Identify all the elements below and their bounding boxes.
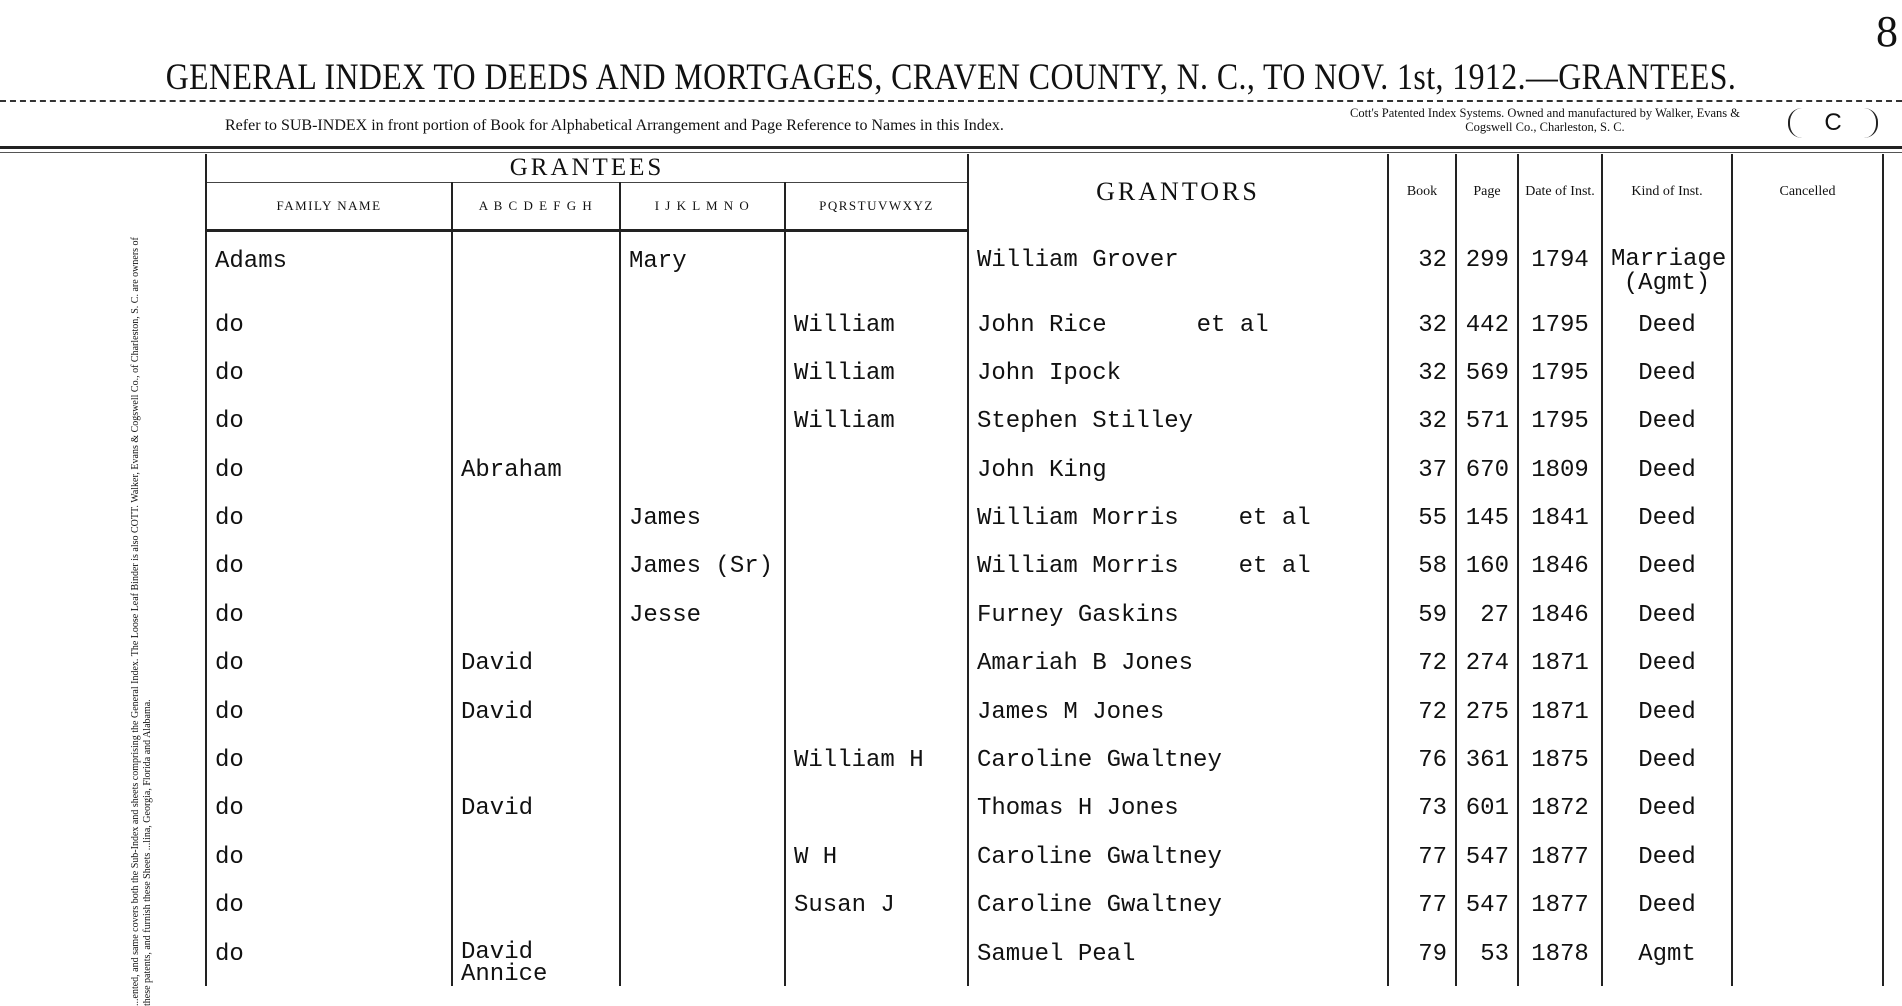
given-name-i-o-cell: Jesse — [620, 586, 785, 634]
et-al-note: et al — [1238, 553, 1311, 581]
index-letter-box: C — [1788, 108, 1878, 138]
given-name-i-o-cell — [620, 925, 785, 986]
cancelled-cell — [1732, 537, 1883, 585]
book-cell: 79 — [1388, 925, 1456, 986]
cancelled-cell — [1732, 779, 1883, 827]
family-name-cell: do — [206, 634, 452, 682]
table-row — [206, 344, 1883, 392]
a-h-header: A B C D E F G H — [452, 183, 620, 231]
date-cell: 1841 — [1518, 489, 1602, 537]
kind-cell: Deed — [1602, 683, 1732, 731]
grantor-cell — [968, 876, 1388, 924]
page-cell: 670 — [1456, 441, 1518, 489]
given-name-p-z-cell — [785, 586, 968, 634]
grantor-cell — [968, 537, 1388, 585]
given-name-a-h-cell — [452, 828, 620, 876]
table-row — [206, 731, 1883, 779]
date-cell: 1795 — [1518, 344, 1602, 392]
grantor-name: Amariah B Jones — [977, 650, 1194, 678]
publisher-note: Cott's Patented Index Systems. Owned and manufactured by Walker, Evans & Cogswell Co., Charleston, S. C. — [1349, 106, 1740, 134]
table-row — [206, 392, 1883, 440]
table-row — [206, 876, 1883, 924]
page-cell: 547 — [1456, 876, 1518, 924]
family-name-cell: do — [206, 731, 452, 779]
page-cell: 145 — [1456, 489, 1518, 537]
family-name-cell: do — [206, 537, 452, 585]
date-header: Date of Inst. — [1518, 154, 1602, 231]
reference-note: Refer to SUB-INDEX in front portion of Book for Alphabetical Arrangement and Page Reference to Names in this Index. — [225, 117, 1004, 134]
grantor-name: Caroline Gwaltney — [977, 843, 1222, 871]
given-name-p-z-cell: Susan J — [785, 876, 968, 924]
grantor-cell — [968, 392, 1388, 440]
given-name-p-z-cell: William — [785, 296, 968, 344]
grantor-cell — [968, 296, 1388, 344]
grantor-name: James M Jones — [977, 698, 1165, 726]
grantor-name: William Morris — [977, 505, 1179, 533]
given-name-p-z-cell — [785, 489, 968, 537]
cancelled-cell — [1732, 828, 1883, 876]
book-cell: 32 — [1388, 392, 1456, 440]
grantor-cell — [968, 634, 1388, 682]
book-header: Book — [1388, 154, 1456, 231]
page-cell: 569 — [1456, 344, 1518, 392]
cancelled-header: Cancelled — [1732, 154, 1883, 231]
page-cell: 53 — [1456, 925, 1518, 986]
cancelled-cell — [1732, 683, 1883, 731]
given-name-a-h-cell: David — [452, 779, 620, 827]
family-name-cell: do — [206, 296, 452, 344]
grantor-cell — [968, 344, 1388, 392]
date-cell: 1846 — [1518, 537, 1602, 585]
given-name-i-o-cell — [620, 634, 785, 682]
grantor-cell — [968, 925, 1388, 986]
given-name-p-z-cell: William — [785, 392, 968, 440]
kind-cell: Deed — [1602, 876, 1732, 924]
kind-cell: Deed — [1602, 828, 1732, 876]
family-name-cell: do — [206, 344, 452, 392]
date-cell: 1871 — [1518, 683, 1602, 731]
cancelled-cell — [1732, 344, 1883, 392]
kind-cell: Deed — [1602, 344, 1732, 392]
grantors-header: GRANTORS — [968, 154, 1388, 231]
date-cell: 1794 — [1518, 231, 1602, 296]
family-name-cell: do — [206, 925, 452, 986]
given-name-a-h-cell: David — [452, 683, 620, 731]
table-row — [206, 441, 1883, 489]
page-title: GENERAL INDEX TO DEEDS AND MORTGAGES, CRAVEN COUNTY, N. C., TO NOV. 1st, 1912.—GRANTEES. — [165, 57, 1737, 98]
given-name-i-o-cell: James — [620, 489, 785, 537]
given-name-p-z-cell: William — [785, 344, 968, 392]
given-name-i-o-cell — [620, 441, 785, 489]
grantor-cell — [968, 489, 1388, 537]
given-name-a-h-cell — [452, 344, 620, 392]
patent-side-note: ...ented, and same covers both the Sub-Index and sheets comprising the General Index. The Loose Leaf Binder is also COTT. Walker, Evans & Cogswell Co., of Charleston, S. C. are owners of these patents, and furnish these Sheets ...lina, Georgia, Florida and Alabama. — [130, 237, 153, 1006]
given-name-a-h-cell — [452, 537, 620, 585]
family-name-cell: do — [206, 683, 452, 731]
given-name-i-o-cell: Mary — [620, 231, 785, 296]
grantor-cell — [968, 828, 1388, 876]
given-name-p-z-cell — [785, 925, 968, 986]
cancelled-cell — [1732, 876, 1883, 924]
given-name-p-z-cell: William H — [785, 731, 968, 779]
et-al-note: et al — [1238, 505, 1311, 533]
date-cell: 1877 — [1518, 876, 1602, 924]
kind-header: Kind of Inst. — [1602, 154, 1732, 231]
grantor-cell — [968, 586, 1388, 634]
given-name-a-h-cell — [452, 586, 620, 634]
kind-cell: Deed — [1602, 731, 1732, 779]
kind-cell: Deed — [1602, 537, 1732, 585]
book-cell: 37 — [1388, 441, 1456, 489]
given-name-a-h-cell — [452, 296, 620, 344]
grantor-cell — [968, 731, 1388, 779]
book-cell: 32 — [1388, 296, 1456, 344]
date-cell: 1795 — [1518, 296, 1602, 344]
grantor-name: John King — [977, 456, 1107, 484]
date-cell: 1871 — [1518, 634, 1602, 682]
i-o-header: I J K L M N O — [620, 183, 785, 231]
given-name-i-o-cell — [620, 296, 785, 344]
kind-cell: Deed — [1602, 296, 1732, 344]
given-name-p-z-cell — [785, 683, 968, 731]
given-name-a-h-cell — [452, 876, 620, 924]
book-cell: 72 — [1388, 683, 1456, 731]
kind-cell: Deed — [1602, 489, 1732, 537]
book-cell: 32 — [1388, 231, 1456, 296]
given-name-i-o-cell — [620, 828, 785, 876]
date-cell: 1795 — [1518, 392, 1602, 440]
given-name-i-o-cell — [620, 344, 785, 392]
kind-cell: Deed — [1602, 441, 1732, 489]
table-row — [206, 537, 1883, 585]
cancelled-cell — [1732, 489, 1883, 537]
given-name-i-o-cell — [620, 683, 785, 731]
family-name-cell: do — [206, 828, 452, 876]
table-row — [206, 634, 1883, 682]
given-name-i-o-cell — [620, 779, 785, 827]
grantor-name: Thomas H Jones — [977, 795, 1179, 823]
given-name-a-h-cell: Abraham — [452, 441, 620, 489]
date-cell: 1878 — [1518, 925, 1602, 986]
page-header: Page — [1456, 154, 1518, 231]
table-row — [206, 586, 1883, 634]
table-row — [206, 925, 1883, 986]
grantor-name: William Grover — [977, 246, 1179, 274]
book-cell: 72 — [1388, 634, 1456, 682]
grantor-name: Samuel Peal — [977, 940, 1136, 968]
page-cell: 275 — [1456, 683, 1518, 731]
given-name-a-h-cell — [452, 392, 620, 440]
cancelled-cell — [1732, 925, 1883, 986]
given-name-i-o-cell — [620, 731, 785, 779]
book-cell: 32 — [1388, 344, 1456, 392]
grantor-cell — [968, 779, 1388, 827]
table-row — [206, 828, 1883, 876]
grantor-name: John Ipock — [977, 359, 1122, 387]
given-name-p-z-cell — [785, 537, 968, 585]
given-name-i-o-cell — [620, 392, 785, 440]
family-name-cell: do — [206, 441, 452, 489]
given-name-p-z-cell — [785, 231, 968, 296]
page-cell: 601 — [1456, 779, 1518, 827]
p-z-header: PQRSTUVWXYZ — [785, 183, 968, 231]
table-row — [206, 683, 1883, 731]
family-name-cell: do — [206, 779, 452, 827]
header-rule-thin — [0, 152, 1902, 153]
given-name-i-o-cell — [620, 876, 785, 924]
given-name-p-z-cell — [785, 779, 968, 827]
cancelled-cell — [1732, 441, 1883, 489]
kind-cell: Marriage (Agmt) — [1602, 231, 1732, 296]
table-row — [206, 489, 1883, 537]
given-name-a-h-cell — [452, 489, 620, 537]
cancelled-cell — [1732, 731, 1883, 779]
given-name-p-z-cell: W H — [785, 828, 968, 876]
page-number: 8 — [1876, 7, 1898, 56]
kind-cell: Deed — [1602, 586, 1732, 634]
grantor-cell — [968, 231, 1388, 296]
table-row — [206, 231, 1883, 296]
title-divider — [0, 100, 1902, 102]
grantees-group-header: GRANTEES — [206, 154, 968, 183]
header-rule — [0, 146, 1902, 149]
cancelled-cell — [1732, 586, 1883, 634]
date-cell: 1872 — [1518, 779, 1602, 827]
family-name-cell: do — [206, 876, 452, 924]
cancelled-cell — [1732, 392, 1883, 440]
page-cell: 274 — [1456, 634, 1518, 682]
page-cell: 160 — [1456, 537, 1518, 585]
date-cell: 1877 — [1518, 828, 1602, 876]
page-cell: 442 — [1456, 296, 1518, 344]
index-table — [205, 154, 1884, 986]
cancelled-cell — [1732, 231, 1883, 296]
book-cell: 77 — [1388, 828, 1456, 876]
grantor-name: William Morris — [977, 553, 1179, 581]
book-cell: 73 — [1388, 779, 1456, 827]
book-cell: 55 — [1388, 489, 1456, 537]
given-name-p-z-cell — [785, 634, 968, 682]
given-name-a-h-cell: David — [452, 634, 620, 682]
kind-cell: Deed — [1602, 779, 1732, 827]
given-name-p-z-cell — [785, 441, 968, 489]
given-name-i-o-cell: James (Sr) — [620, 537, 785, 585]
family-name-cell: Adams — [206, 231, 452, 296]
grantor-name: John Rice — [977, 311, 1107, 339]
date-cell: 1875 — [1518, 731, 1602, 779]
page-cell: 27 — [1456, 586, 1518, 634]
cancelled-cell — [1732, 296, 1883, 344]
family-name-cell: do — [206, 392, 452, 440]
given-name-a-h-cell — [452, 231, 620, 296]
index-rows — [206, 231, 1883, 986]
kind-cell: Agmt — [1602, 925, 1732, 986]
family-name-cell: do — [206, 586, 452, 634]
page-cell: 547 — [1456, 828, 1518, 876]
kind-cell: Deed — [1602, 634, 1732, 682]
kind-cell: Deed — [1602, 392, 1732, 440]
grantor-name: Caroline Gwaltney — [977, 747, 1222, 775]
given-name-a-h-cell: David Annice — [452, 925, 620, 986]
page-cell: 361 — [1456, 731, 1518, 779]
given-name-a-h-cell — [452, 731, 620, 779]
book-cell: 59 — [1388, 586, 1456, 634]
book-cell: 77 — [1388, 876, 1456, 924]
grantor-cell — [968, 683, 1388, 731]
family-name-header: FAMILY NAME — [206, 183, 452, 231]
grantor-name: Caroline Gwaltney — [977, 892, 1222, 920]
grantor-cell — [968, 441, 1388, 489]
book-cell: 76 — [1388, 731, 1456, 779]
et-al-note: et al — [1196, 311, 1269, 339]
grantor-name: Stephen Stilley — [977, 408, 1194, 436]
table-row — [206, 779, 1883, 827]
cancelled-cell — [1732, 634, 1883, 682]
grantor-name: Furney Gaskins — [977, 601, 1179, 629]
date-cell: 1809 — [1518, 441, 1602, 489]
book-cell: 58 — [1388, 537, 1456, 585]
table-row — [206, 296, 1883, 344]
family-name-cell: do — [206, 489, 452, 537]
page-cell: 571 — [1456, 392, 1518, 440]
date-cell: 1846 — [1518, 586, 1602, 634]
page-cell: 299 — [1456, 231, 1518, 296]
